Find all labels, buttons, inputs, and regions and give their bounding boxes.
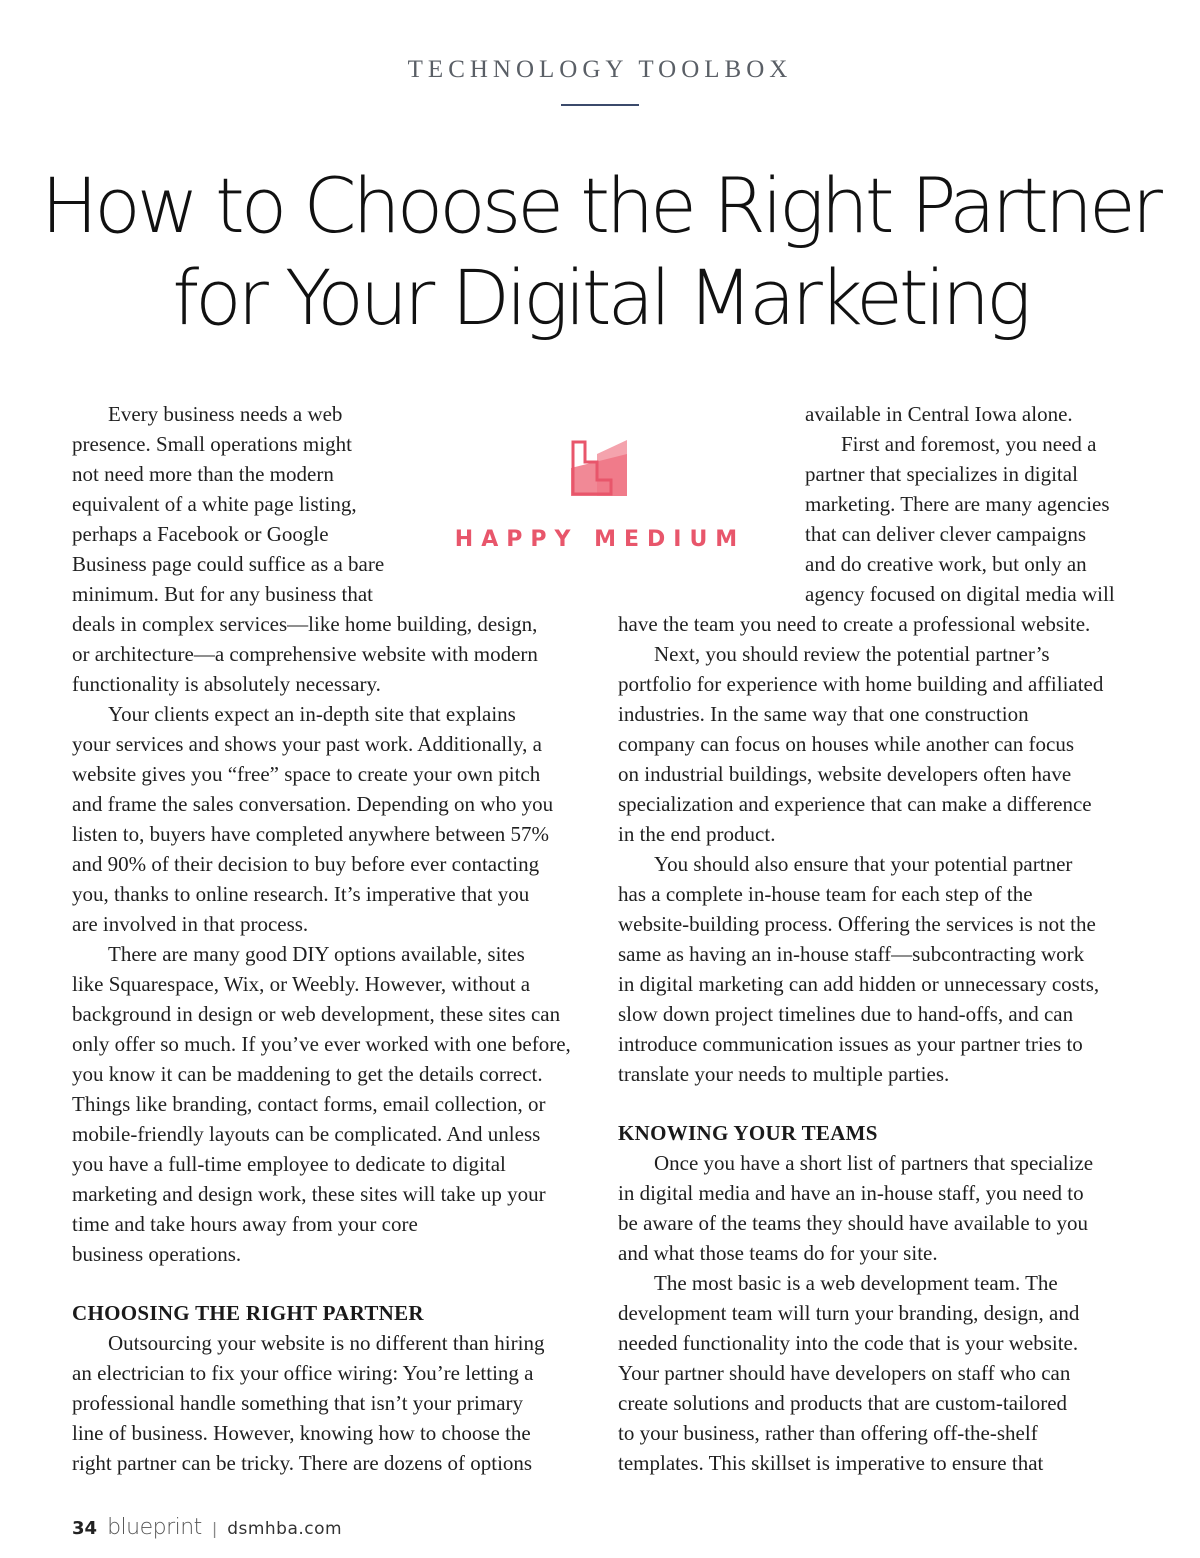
text-line: time and take hours away from your core	[72, 1212, 418, 1236]
text-line: you, thanks to online research. It’s imperative that you	[72, 882, 530, 906]
text-line: like Squarespace, Wix, or Weebly. However, without a	[72, 972, 531, 996]
kicker-divider	[561, 104, 639, 106]
title-line-1: How to Choose the Right Partner	[41, 161, 1159, 250]
text-line: Once you have a short list of partners that specialize	[654, 1151, 1094, 1175]
text-line: and 90% of their decision to buy before ever contacting	[72, 852, 540, 876]
right-paragraph-5	[618, 1268, 1138, 1478]
text-line: website gives you “free” space to create your own pitch	[72, 762, 541, 786]
right-paragraph-4	[618, 1148, 1138, 1268]
text-line: right partner can be tricky. There are dozens of options	[72, 1451, 533, 1475]
magazine-brand: blueprint	[107, 1515, 202, 1540]
left-paragraph-2	[72, 699, 587, 939]
text-line: website-building process. Offering the services is not the	[618, 912, 1096, 936]
text-line: and what those teams do for your site.	[618, 1241, 938, 1265]
left-paragraph-3	[72, 939, 587, 1269]
section-heading-teams: KNOWING YOUR TEAMS	[618, 1121, 878, 1145]
text-line: introduce communication issues as your partner tries to	[618, 1032, 1083, 1056]
title-line-2: for Your Digital Marketing	[172, 253, 1028, 342]
spacer	[618, 1089, 1138, 1118]
text-line: Next, you should review the potential partner’s	[654, 642, 1050, 666]
text-line: you have a full-time employee to dedicate to digital	[72, 1152, 506, 1176]
text-line: needed functionality into the code that is your website.	[618, 1331, 1079, 1355]
text-line: that can deliver clever campaigns	[805, 522, 1087, 546]
text-line: in the end product.	[618, 822, 776, 846]
text-line: Your clients expect an in-depth site that explains	[108, 702, 516, 726]
text-line: presence. Small operations might	[72, 432, 352, 456]
page-footer	[72, 1515, 342, 1543]
text-line: listen to, buyers have completed anywhere between 57%	[72, 822, 550, 846]
left-column	[72, 399, 587, 1478]
text-line: in digital media and have an in-house staff, you need to	[618, 1181, 1084, 1205]
article-title	[0, 160, 1200, 344]
text-line: Every business needs a web	[108, 402, 343, 426]
text-line: and do creative work, but only an	[805, 552, 1087, 576]
text-line: be aware of the teams they should have available to you	[618, 1211, 1088, 1235]
text-line: There are many good DIY options available, sites	[108, 942, 525, 966]
text-line: marketing and design work, these sites will take up your	[72, 1182, 546, 1206]
text-line: available in Central Iowa alone.	[805, 402, 1073, 426]
text-line: in digital marketing can add hidden or unnecessary costs,	[618, 972, 1100, 996]
text-line: background in design or web development, these sites can	[72, 1002, 561, 1026]
text-line: deals in complex services—like home building, design,	[72, 612, 538, 636]
right-column-top	[805, 399, 1135, 609]
text-line: slow down project timelines due to hand-offs, and can	[618, 1002, 1074, 1026]
text-line: The most basic is a web development team. The	[654, 1271, 1058, 1295]
right-column	[618, 609, 1138, 1478]
text-line: functionality is absolutely necessary.	[72, 672, 381, 696]
text-line: on industrial buildings, website developers often have	[618, 762, 1072, 786]
text-line: and frame the sales conversation. Depending on who you	[72, 792, 554, 816]
text-line: business operations.	[72, 1242, 242, 1266]
right-paragraph-3	[618, 849, 1138, 1089]
logo-wordmark: HAPPY MEDIUM	[454, 527, 746, 552]
left-paragraph-1	[72, 399, 587, 699]
text-line: partner that specializes in digital	[805, 462, 1078, 486]
text-line: Things like branding, contact forms, email collection, or	[72, 1092, 546, 1116]
text-line: your services and shows your past work. Additionally, a	[72, 732, 542, 756]
text-line: Your partner should have developers on staff who can	[618, 1361, 1071, 1385]
right-paragraph-2	[618, 639, 1138, 849]
text-line: are involved in that process.	[72, 912, 309, 936]
text-line: has a complete in-house team for each step of the	[618, 882, 1033, 906]
text-line: You should also ensure that your potential partner	[654, 852, 1073, 876]
text-line: or architecture—a comprehensive website with modern	[72, 642, 538, 666]
text-line: create solutions and products that are custom-tailored	[618, 1391, 1068, 1415]
text-line: not need more than the modern	[72, 462, 334, 486]
left-paragraph-4	[72, 1328, 587, 1478]
website-url: dsmhba.com	[227, 1519, 343, 1539]
text-line: First and foremost, you need a	[841, 432, 1097, 456]
text-line: professional handle something that isn’t your primary	[72, 1391, 524, 1415]
text-line: marketing. There are many agencies	[805, 492, 1110, 516]
text-line: agency focused on digital media will	[805, 582, 1115, 606]
text-line: translate your needs to multiple parties.	[618, 1062, 950, 1086]
text-line: portfolio for experience with home building and affiliated	[618, 672, 1104, 696]
text-line: you know it can be maddening to get the details correct.	[72, 1062, 543, 1086]
text-line: an electrician to fix your office wiring: You’re letting a	[72, 1361, 534, 1385]
text-line: only offer so much. If you’ve ever worked with one before,	[72, 1032, 571, 1056]
text-line: Outsourcing your website is no different than hiring	[108, 1331, 545, 1355]
text-line: have the team you need to create a professional website.	[618, 612, 1091, 636]
text-line: specialization and experience that can make a difference	[618, 792, 1092, 816]
section-heading-choosing: CHOOSING THE RIGHT PARTNER	[72, 1301, 424, 1325]
text-line: Business page could suffice as a bare	[72, 552, 385, 576]
footer-separator: |	[211, 1519, 218, 1538]
text-line: templates. This skillset is imperative to ensure that	[618, 1451, 1044, 1475]
page-number: 34	[72, 1518, 98, 1539]
text-line: industries. In the same way that one construction	[618, 702, 1029, 726]
text-line: line of business. However, knowing how to choose the	[72, 1421, 531, 1445]
text-line: to your business, rather than offering off-the-shelf	[618, 1421, 1038, 1445]
text-line: company can focus on houses while another can focus	[618, 732, 1075, 756]
text-line: mobile-friendly layouts can be complicated. And unless	[72, 1122, 541, 1146]
section-kicker: TECHNOLOGY TOOLBOX	[407, 56, 793, 83]
spacer	[72, 1269, 587, 1298]
text-line: equivalent of a white page listing,	[72, 492, 357, 516]
text-line: same as having an in-house staff—subcontracting work	[618, 942, 1085, 966]
text-line: perhaps a Facebook or Google	[72, 522, 329, 546]
text-line: development team will turn your branding, design, and	[618, 1301, 1080, 1325]
text-line: minimum. But for any business that	[72, 582, 373, 606]
